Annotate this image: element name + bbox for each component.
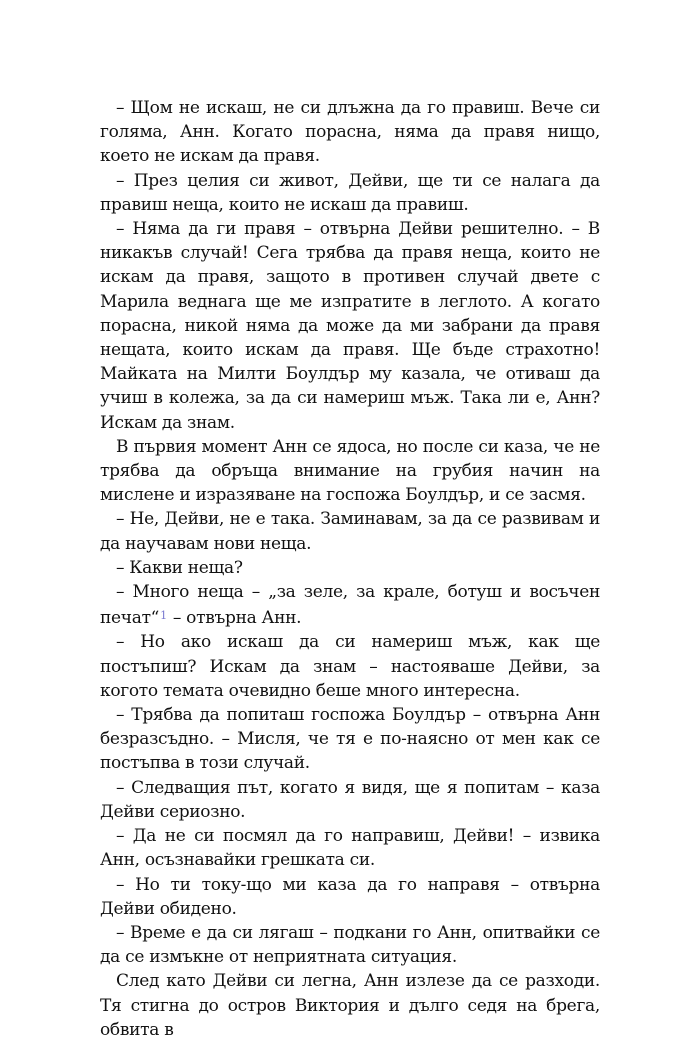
paragraph: – Няма да ги правя – отвърна Дейви решително. – В никакъв случай! Сега трябва да правя неща, които не искам да правя, защото в противен случай двете с Марила веднага ще ме изпратите в леглото. А когато порасна, никой няма да може да ми забрани да правя нещата, които искам да правя. Ще бъде страхотно! Майката на Милти Боулдър му казала, че отиваш да учиш в колежа, за да си намериш мъж. Така ли е, Анн? Искам да знам. (100, 219, 600, 433)
paragraph: – Следващия път, когато я видя, ще я попитам – каза Дейви сериозно. (100, 777, 600, 822)
paragraph: – Щом не искаш, не си длъжна да го правиш. Вече си голяма, Анн. Когато порасна, няма да правя нищо, което не искам да правя. (100, 98, 600, 167)
body-text (100, 96, 600, 1042)
paragraph: – Време е да си лягаш – подкани го Анн, опитвайки се да се измъкне от неприятната ситуация. (100, 922, 600, 968)
paragraph: – Трябва да попиташ госпожа Боулдър – отвърна Анн безразсъдно. – Мисля, че тя е по-наясно от мен как се постъпва в този случай. (100, 705, 600, 774)
paragraph: – През целия си живот, Дейви, ще ти се налага да правиш неща, които не искаш да правиш. (100, 170, 600, 215)
paragraph: – Да не си посмял да го направиш, Дейви! – извика Анн, осъзнавайки грешката си. (100, 826, 600, 871)
quote-text: – Много неща – „за зеле, за крале, ботуш и восъчен печат“ (100, 582, 600, 629)
paragraph-with-footnote (100, 580, 600, 630)
paragraph: – Но ако искаш да си намериш мъж, как ще постъпиш? Искам да знам – настояваше Дейви, за когото темата очевидно беше много интересна. (100, 632, 600, 701)
paragraph: В първия момент Анн се ядоса, но после си каза, че не трябва да обръща внимание на грубия начин на мислене и изразяване на госпожа Боулдър, и се засмя. (100, 436, 600, 506)
paragraph: – Но ти току-що ми каза да го направя – отвърна Дейви обидено. (100, 874, 600, 919)
footnote-marker[interactable]: 1 (160, 609, 167, 623)
paragraph: – Какви неща? (116, 557, 243, 578)
quote-text-end: – отвърна Анн. (167, 608, 302, 629)
paragraph: – Не, Дейви, не е така. Заминавам, за да се развивам и да научавам нови неща. (100, 509, 600, 554)
paragraph-last: След като Дейви си легна, Анн излезе да се разходи. Тя стигна до остров Виктория и дълго седя на брега, обвита в (100, 971, 600, 1040)
